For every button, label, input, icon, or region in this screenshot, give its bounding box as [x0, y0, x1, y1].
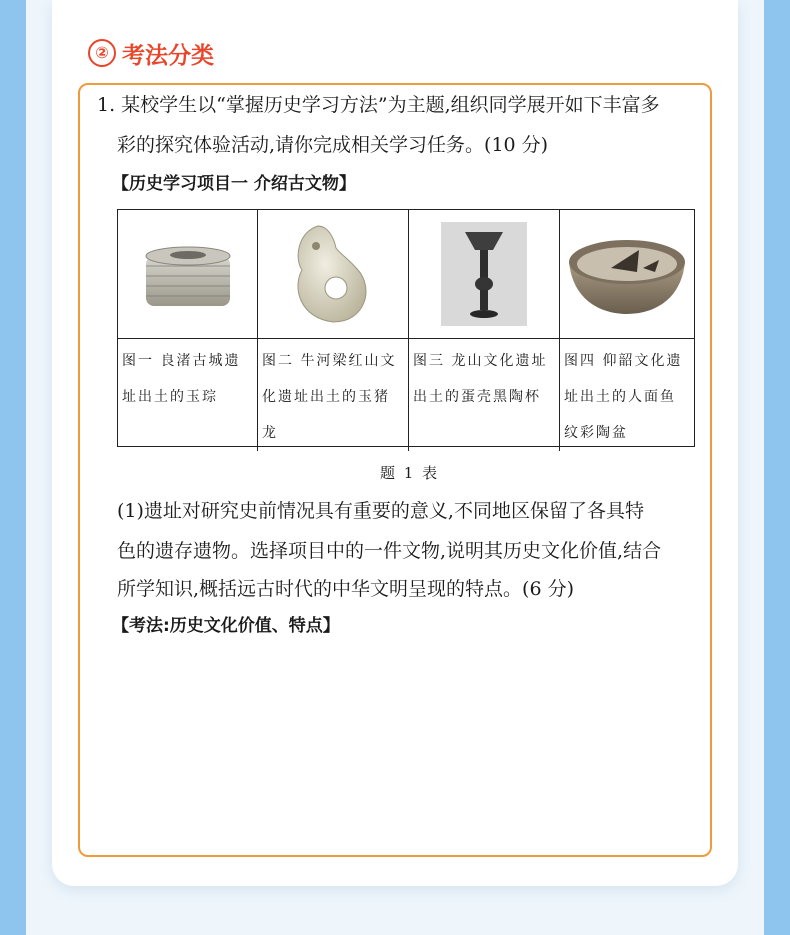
section-title	[88, 36, 214, 70]
sub-question-line-3: 所学知识,概括远古时代的中华文明呈现的特点。(6 分)	[117, 578, 574, 600]
method-tag: 【考法:历史文化价值、特点】	[112, 616, 340, 636]
eggshell-cup-icon	[441, 222, 527, 326]
artifact-caption-3: 图三 龙山文化遗址出土的蛋壳黑陶杯	[409, 339, 560, 451]
artifact-image-cell	[118, 210, 258, 339]
jade-pig-dragon-icon	[288, 218, 378, 330]
artifact-image-cell	[258, 210, 409, 339]
jade-cong-icon	[138, 234, 238, 314]
painted-basin-icon	[563, 228, 691, 320]
artifact-table	[117, 209, 695, 447]
artifact-image-cell	[409, 210, 560, 339]
question-line-1: 1. 某校学生以“掌握历史学习方法”为主题,组织同学展开如下丰富多	[97, 94, 660, 116]
artifact-image-cell	[560, 210, 694, 339]
artifact-caption-1: 图一 良渚古城遗址出土的玉琮	[118, 339, 258, 451]
section-number: ②	[88, 39, 116, 67]
right-border-bar	[764, 0, 790, 935]
sub-question-line-2: 色的遗存遗物。选择项目中的一件文物,说明其历史文化价值,结合	[117, 540, 662, 562]
left-border-bar	[0, 0, 26, 935]
project-title: 【历史学习项目一 介绍古文物】	[112, 174, 356, 194]
sub-question-line-1: (1)遗址对研究史前情况具有重要的意义,不同地区保留了各具特	[117, 500, 644, 522]
artifact-caption-4: 图四 仰韶文化遗址出土的人面鱼纹彩陶盆	[564, 353, 683, 441]
section-label: 考法分类	[122, 42, 214, 69]
artifact-caption-2: 图二 牛河梁红山文化遗址出土的玉猪龙	[258, 339, 409, 451]
table-caption: 题 1 表	[380, 464, 440, 482]
question-line-2: 彩的探究体验活动,请你完成相关学习任务。(10 分)	[117, 134, 549, 156]
